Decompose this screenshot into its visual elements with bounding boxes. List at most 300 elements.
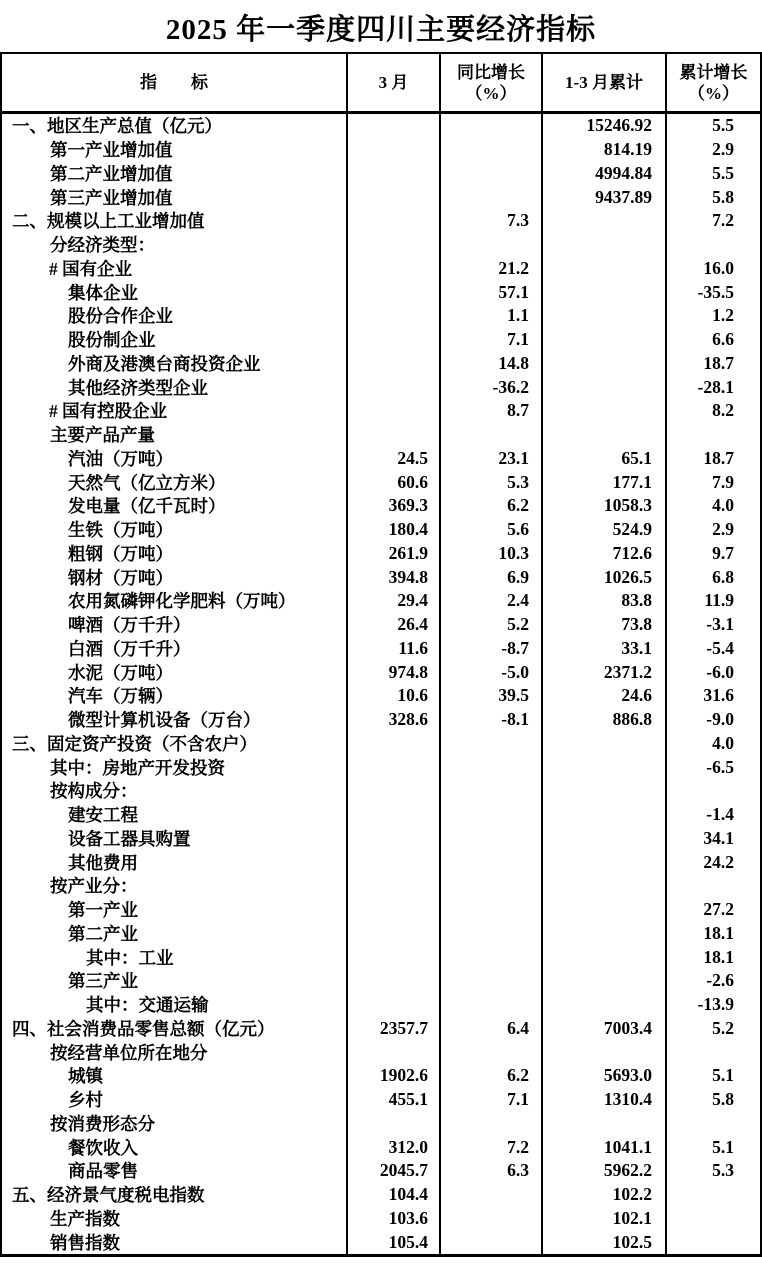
cell-cum_growth: 7.9	[665, 470, 760, 494]
row-indicator-label: 销售指数	[50, 1232, 120, 1253]
cell-cum	[541, 803, 665, 827]
row-indicator-label: 第二产业	[68, 923, 138, 944]
cell-march: 10.6	[346, 684, 439, 708]
row-indicator-label: 生产指数	[50, 1208, 120, 1229]
cell-cum_growth: 5.5	[665, 162, 760, 186]
cell-yoy: 57.1	[439, 280, 541, 304]
cell-cum	[541, 257, 665, 281]
cell-march	[346, 827, 439, 851]
cell-cum_growth: 18.1	[665, 922, 760, 946]
cell-cum_growth	[665, 423, 760, 447]
cell-march: 24.5	[346, 447, 439, 471]
table-row	[2, 375, 760, 399]
cell-cum_growth: 4.0	[665, 732, 760, 756]
cell-march	[346, 922, 439, 946]
cell-yoy: 6.3	[439, 1159, 541, 1183]
row-indicator-label: 其中：工业	[86, 947, 174, 968]
row-indicator-label: 第一产业增加值	[50, 140, 173, 161]
cell-march: 26.4	[346, 613, 439, 637]
row-indicator-label: 分经济类型：	[50, 235, 155, 256]
cell-cum	[541, 850, 665, 874]
cell-march	[346, 779, 439, 803]
cell-march	[346, 755, 439, 779]
cell-yoy: 6.4	[439, 1017, 541, 1041]
cell-cum_growth: 5.1	[665, 1064, 760, 1088]
row-indicator-label: 集体企业	[68, 282, 138, 303]
row-indicator-label: 钢材（万吨）	[68, 567, 173, 588]
table-row	[2, 423, 760, 447]
cell-cum_growth	[665, 1112, 760, 1136]
cell-march	[346, 945, 439, 969]
row-indicator-label: 汽油（万吨）	[68, 448, 173, 469]
cell-yoy: 39.5	[439, 684, 541, 708]
cell-cum	[541, 233, 665, 257]
cell-cum: 7003.4	[541, 1017, 665, 1041]
table-row	[2, 304, 760, 328]
row-indicator-label: 其中：房地产开发投资	[50, 757, 225, 778]
cell-yoy: 23.1	[439, 447, 541, 471]
cell-march	[346, 803, 439, 827]
cell-cum: 5693.0	[541, 1064, 665, 1088]
cell-march: 180.4	[346, 518, 439, 542]
cell-cum	[541, 399, 665, 423]
table-row	[2, 1230, 760, 1254]
cell-cum_growth: -6.0	[665, 660, 760, 684]
cell-cum	[541, 280, 665, 304]
cell-cum: 1058.3	[541, 494, 665, 518]
table-header-row	[2, 54, 760, 114]
row-indicator-label: 天然气（亿立方米）	[68, 472, 226, 493]
cell-cum	[541, 755, 665, 779]
table-row	[2, 589, 760, 613]
cell-cum_growth	[665, 1230, 760, 1254]
table-row	[2, 755, 760, 779]
cell-march	[346, 969, 439, 993]
cell-cum_growth: -35.5	[665, 280, 760, 304]
cell-cum: 73.8	[541, 613, 665, 637]
cell-cum_growth: -28.1	[665, 375, 760, 399]
cell-yoy	[439, 185, 541, 209]
cell-cum_growth	[665, 1207, 760, 1231]
row-indicator-label: 三、固定资产投资（不含农户）	[12, 733, 257, 754]
table-row	[2, 613, 760, 637]
cell-cum_growth	[665, 1040, 760, 1064]
row-indicator-label: 按构成分：	[50, 781, 138, 802]
row-indicator-label: 建安工程	[68, 805, 138, 826]
cell-march	[346, 328, 439, 352]
row-indicator-label: 按消费形态分	[50, 1113, 155, 1134]
cell-march	[346, 114, 439, 138]
table-row	[2, 565, 760, 589]
header-cumulative-growth-unit: （%）	[688, 83, 739, 103]
cell-cum_growth: 16.0	[665, 257, 760, 281]
row-indicator-label: 股份制企业	[68, 330, 156, 351]
cell-cum_growth	[665, 874, 760, 898]
row-indicator-label: 设备工器具购置	[68, 828, 191, 849]
cell-yoy: 1.1	[439, 304, 541, 328]
cell-cum_growth: 11.9	[665, 589, 760, 613]
cell-cum: 102.5	[541, 1230, 665, 1254]
cell-yoy: 6.2	[439, 494, 541, 518]
cell-cum: 886.8	[541, 708, 665, 732]
indicators-table	[0, 52, 762, 1257]
cell-yoy: 6.9	[439, 565, 541, 589]
cell-cum	[541, 352, 665, 376]
cell-cum: 2371.2	[541, 660, 665, 684]
cell-yoy	[439, 755, 541, 779]
cell-cum	[541, 779, 665, 803]
cell-march	[346, 233, 439, 257]
cell-cum: 9437.89	[541, 185, 665, 209]
cell-cum_growth: 2.9	[665, 138, 760, 162]
table-row	[2, 1159, 760, 1183]
row-indicator-label: 水泥（万吨）	[68, 662, 173, 683]
cell-cum_growth: 7.2	[665, 209, 760, 233]
cell-cum	[541, 328, 665, 352]
cell-yoy: -8.1	[439, 708, 541, 732]
cell-cum_growth	[665, 233, 760, 257]
table-row	[2, 1017, 760, 1041]
cell-yoy: 7.3	[439, 209, 541, 233]
cell-cum_growth: 5.1	[665, 1135, 760, 1159]
cell-cum: 102.2	[541, 1183, 665, 1207]
table-row	[2, 447, 760, 471]
row-indicator-label: # 国有企业	[49, 258, 133, 279]
cell-march	[346, 352, 439, 376]
row-indicator-label: 外商及港澳台商投资企业	[68, 353, 261, 374]
table-row	[2, 114, 760, 138]
row-indicator-label: 四、社会消费品零售总额（亿元）	[12, 1018, 275, 1039]
row-indicator-label: 农用氮磷钾化学肥料（万吨）	[68, 591, 296, 612]
header-yoy-growth-label: 同比增长	[457, 62, 525, 82]
cell-yoy	[439, 874, 541, 898]
header-indicator	[2, 54, 346, 111]
cell-march	[346, 209, 439, 233]
cell-cum	[541, 304, 665, 328]
cell-march: 1902.6	[346, 1064, 439, 1088]
cell-march	[346, 898, 439, 922]
cell-cum: 177.1	[541, 470, 665, 494]
cell-cum	[541, 827, 665, 851]
cell-cum	[541, 732, 665, 756]
header-cumulative-label: 1-3 月累计	[565, 73, 643, 92]
cell-yoy	[439, 945, 541, 969]
row-indicator-label: 白酒（万千升）	[68, 638, 191, 659]
row-indicator-label: 商品零售	[68, 1161, 138, 1182]
cell-yoy	[439, 233, 541, 257]
cell-cum: 712.6	[541, 542, 665, 566]
table-row	[2, 1064, 760, 1088]
cell-cum: 24.6	[541, 684, 665, 708]
cell-march	[346, 138, 439, 162]
table-row	[2, 494, 760, 518]
row-indicator-label: 粗钢（万吨）	[68, 543, 173, 564]
cell-yoy	[439, 732, 541, 756]
cell-cum: 83.8	[541, 589, 665, 613]
cell-cum_growth: 2.9	[665, 518, 760, 542]
table-row	[2, 708, 760, 732]
cell-yoy	[439, 1230, 541, 1254]
cell-cum: 15246.92	[541, 114, 665, 138]
cell-cum: 5962.2	[541, 1159, 665, 1183]
cell-cum	[541, 945, 665, 969]
cell-yoy: 7.1	[439, 1088, 541, 1112]
table-row	[2, 732, 760, 756]
cell-cum_growth: 6.6	[665, 328, 760, 352]
cell-cum_growth: 8.2	[665, 399, 760, 423]
cell-march: 29.4	[346, 589, 439, 613]
header-cumulative	[541, 54, 665, 111]
cell-cum_growth: -5.4	[665, 637, 760, 661]
header-yoy-growth	[439, 54, 541, 111]
cell-yoy	[439, 827, 541, 851]
row-indicator-label: # 国有控股企业	[49, 401, 168, 422]
cell-march: 60.6	[346, 470, 439, 494]
row-indicator-label: 一、地区生产总值（亿元）	[12, 116, 222, 137]
table-row	[2, 993, 760, 1017]
cell-march	[346, 185, 439, 209]
row-indicator-label: 微型计算机设备（万台）	[68, 710, 261, 731]
cell-yoy	[439, 922, 541, 946]
row-indicator-label: 第三产业	[68, 971, 138, 992]
table-row	[2, 945, 760, 969]
cell-yoy	[439, 423, 541, 447]
cell-yoy	[439, 969, 541, 993]
cell-cum_growth: 31.6	[665, 684, 760, 708]
cell-cum_growth: -13.9	[665, 993, 760, 1017]
page-title: 2025 年一季度四川主要经济指标	[165, 14, 597, 46]
cell-march: 2357.7	[346, 1017, 439, 1041]
cell-yoy: 6.2	[439, 1064, 541, 1088]
cell-yoy	[439, 114, 541, 138]
row-indicator-label: 第一产业	[68, 900, 138, 921]
header-march	[346, 54, 439, 111]
cell-march: 394.8	[346, 565, 439, 589]
row-indicator-label: 按经营单位所在地分	[50, 1042, 208, 1063]
table-row	[2, 1040, 760, 1064]
cell-march	[346, 874, 439, 898]
header-indicator-label: 指 标	[140, 73, 208, 92]
cell-cum_growth	[665, 779, 760, 803]
cell-march	[346, 375, 439, 399]
cell-march	[346, 304, 439, 328]
cell-cum_growth: 5.8	[665, 1088, 760, 1112]
cell-cum: 524.9	[541, 518, 665, 542]
cell-march: 369.3	[346, 494, 439, 518]
row-indicator-label: 城镇	[68, 1066, 103, 1087]
table-row	[2, 637, 760, 661]
table-row	[2, 185, 760, 209]
cell-yoy: 2.4	[439, 589, 541, 613]
table-row	[2, 660, 760, 684]
header-yoy-growth-unit: （%）	[465, 83, 517, 103]
cell-cum: 814.19	[541, 138, 665, 162]
cell-yoy	[439, 1207, 541, 1231]
table-row	[2, 257, 760, 281]
row-indicator-label: 第二产业增加值	[50, 163, 173, 184]
cell-cum	[541, 423, 665, 447]
cell-cum_growth	[665, 1183, 760, 1207]
cell-march: 2045.7	[346, 1159, 439, 1183]
cell-march	[346, 399, 439, 423]
table-row	[2, 280, 760, 304]
row-indicator-label: 按产业分：	[50, 876, 138, 897]
table-row	[2, 1207, 760, 1231]
table-row	[2, 518, 760, 542]
row-indicator-label: 发电量（亿千瓦时）	[68, 496, 226, 517]
cell-march: 328.6	[346, 708, 439, 732]
table-row	[2, 1183, 760, 1207]
cell-cum	[541, 1112, 665, 1136]
cell-yoy	[439, 898, 541, 922]
cell-yoy	[439, 1183, 541, 1207]
cell-march	[346, 280, 439, 304]
row-indicator-label: 汽车（万辆）	[68, 686, 173, 707]
cell-cum	[541, 375, 665, 399]
cell-march	[346, 732, 439, 756]
cell-march: 974.8	[346, 660, 439, 684]
cell-cum: 102.1	[541, 1207, 665, 1231]
cell-cum: 65.1	[541, 447, 665, 471]
cell-cum_growth: 9.7	[665, 542, 760, 566]
cell-yoy: 7.2	[439, 1135, 541, 1159]
cell-yoy: -8.7	[439, 637, 541, 661]
cell-cum_growth: 5.8	[665, 185, 760, 209]
row-indicator-label: 餐饮收入	[68, 1137, 138, 1158]
table-row	[2, 684, 760, 708]
cell-yoy	[439, 850, 541, 874]
header-cumulative-growth-label: 累计增长	[679, 62, 748, 82]
cell-cum_growth: 27.2	[665, 898, 760, 922]
row-indicator-label: 二、规模以上工业增加值	[12, 211, 205, 232]
cell-cum	[541, 874, 665, 898]
cell-march: 104.4	[346, 1183, 439, 1207]
cell-cum: 4994.84	[541, 162, 665, 186]
cell-march	[346, 850, 439, 874]
table-row	[2, 399, 760, 423]
cell-march	[346, 162, 439, 186]
row-indicator-label: 第三产业增加值	[50, 187, 173, 208]
row-indicator-label: 乡村	[68, 1090, 103, 1111]
cell-march: 455.1	[346, 1088, 439, 1112]
cell-cum_growth: 5.2	[665, 1017, 760, 1041]
table-row	[2, 850, 760, 874]
cell-cum	[541, 969, 665, 993]
table-row	[2, 969, 760, 993]
row-indicator-label: 其他费用	[68, 852, 138, 873]
cell-cum_growth: -9.0	[665, 708, 760, 732]
cell-yoy: 5.3	[439, 470, 541, 494]
table-row	[2, 803, 760, 827]
cell-cum_growth: 18.1	[665, 945, 760, 969]
cell-cum	[541, 922, 665, 946]
cell-cum_growth: 6.8	[665, 565, 760, 589]
cell-yoy	[439, 803, 541, 827]
cell-cum: 1310.4	[541, 1088, 665, 1112]
table-row	[2, 542, 760, 566]
cell-march: 103.6	[346, 1207, 439, 1231]
cell-march	[346, 1040, 439, 1064]
table-row	[2, 328, 760, 352]
cell-march: 105.4	[346, 1230, 439, 1254]
table-row	[2, 162, 760, 186]
cell-march	[346, 257, 439, 281]
cell-march	[346, 423, 439, 447]
cell-cum_growth: -2.6	[665, 969, 760, 993]
cell-cum_growth: 1.2	[665, 304, 760, 328]
row-indicator-label: 主要产品产量	[50, 425, 155, 446]
cell-yoy: 21.2	[439, 257, 541, 281]
cell-march	[346, 993, 439, 1017]
cell-yoy: 7.1	[439, 328, 541, 352]
cell-yoy	[439, 779, 541, 803]
cell-cum_growth: 24.2	[665, 850, 760, 874]
header-cumulative-growth	[665, 54, 760, 111]
table-row	[2, 138, 760, 162]
cell-yoy	[439, 162, 541, 186]
cell-cum_growth: 5.5	[665, 114, 760, 138]
cell-cum_growth: -6.5	[665, 755, 760, 779]
table-row	[2, 1135, 760, 1159]
cell-yoy	[439, 138, 541, 162]
table-row	[2, 352, 760, 376]
table-row	[2, 779, 760, 803]
row-indicator-label: 其他经济类型企业	[68, 377, 208, 398]
cell-march: 261.9	[346, 542, 439, 566]
cell-march	[346, 1112, 439, 1136]
table-row	[2, 233, 760, 257]
cell-yoy: 8.7	[439, 399, 541, 423]
header-march-label: 3 月	[378, 73, 409, 92]
cell-cum	[541, 898, 665, 922]
cell-cum	[541, 993, 665, 1017]
cell-cum: 33.1	[541, 637, 665, 661]
cell-yoy: 5.2	[439, 613, 541, 637]
cell-cum_growth: 34.1	[665, 827, 760, 851]
cell-yoy: -5.0	[439, 660, 541, 684]
cell-cum_growth: 18.7	[665, 352, 760, 376]
row-indicator-label: 其中：交通运输	[86, 995, 209, 1016]
cell-yoy: 10.3	[439, 542, 541, 566]
table-row	[2, 827, 760, 851]
table-row	[2, 1112, 760, 1136]
cell-yoy: 5.6	[439, 518, 541, 542]
cell-cum	[541, 209, 665, 233]
cell-cum_growth: -1.4	[665, 803, 760, 827]
cell-yoy	[439, 1040, 541, 1064]
table-row	[2, 898, 760, 922]
row-indicator-label: 生铁（万吨）	[68, 520, 173, 541]
row-indicator-label: 五、经济景气度税电指数	[12, 1185, 205, 1206]
cell-cum_growth: 18.7	[665, 447, 760, 471]
row-indicator-label: 股份合作企业	[68, 306, 173, 327]
cell-cum: 1026.5	[541, 565, 665, 589]
table-row	[2, 470, 760, 494]
cell-yoy	[439, 1112, 541, 1136]
row-indicator-label: 啤酒（万千升）	[68, 615, 191, 636]
cell-cum_growth: 4.0	[665, 494, 760, 518]
cell-yoy: 14.8	[439, 352, 541, 376]
cell-cum: 1041.1	[541, 1135, 665, 1159]
cell-yoy: -36.2	[439, 375, 541, 399]
table-body	[2, 114, 760, 1254]
table-row	[2, 874, 760, 898]
table-row	[2, 922, 760, 946]
cell-cum_growth: 5.3	[665, 1159, 760, 1183]
cell-cum_growth: -3.1	[665, 613, 760, 637]
cell-yoy	[439, 993, 541, 1017]
table-row	[2, 1088, 760, 1112]
